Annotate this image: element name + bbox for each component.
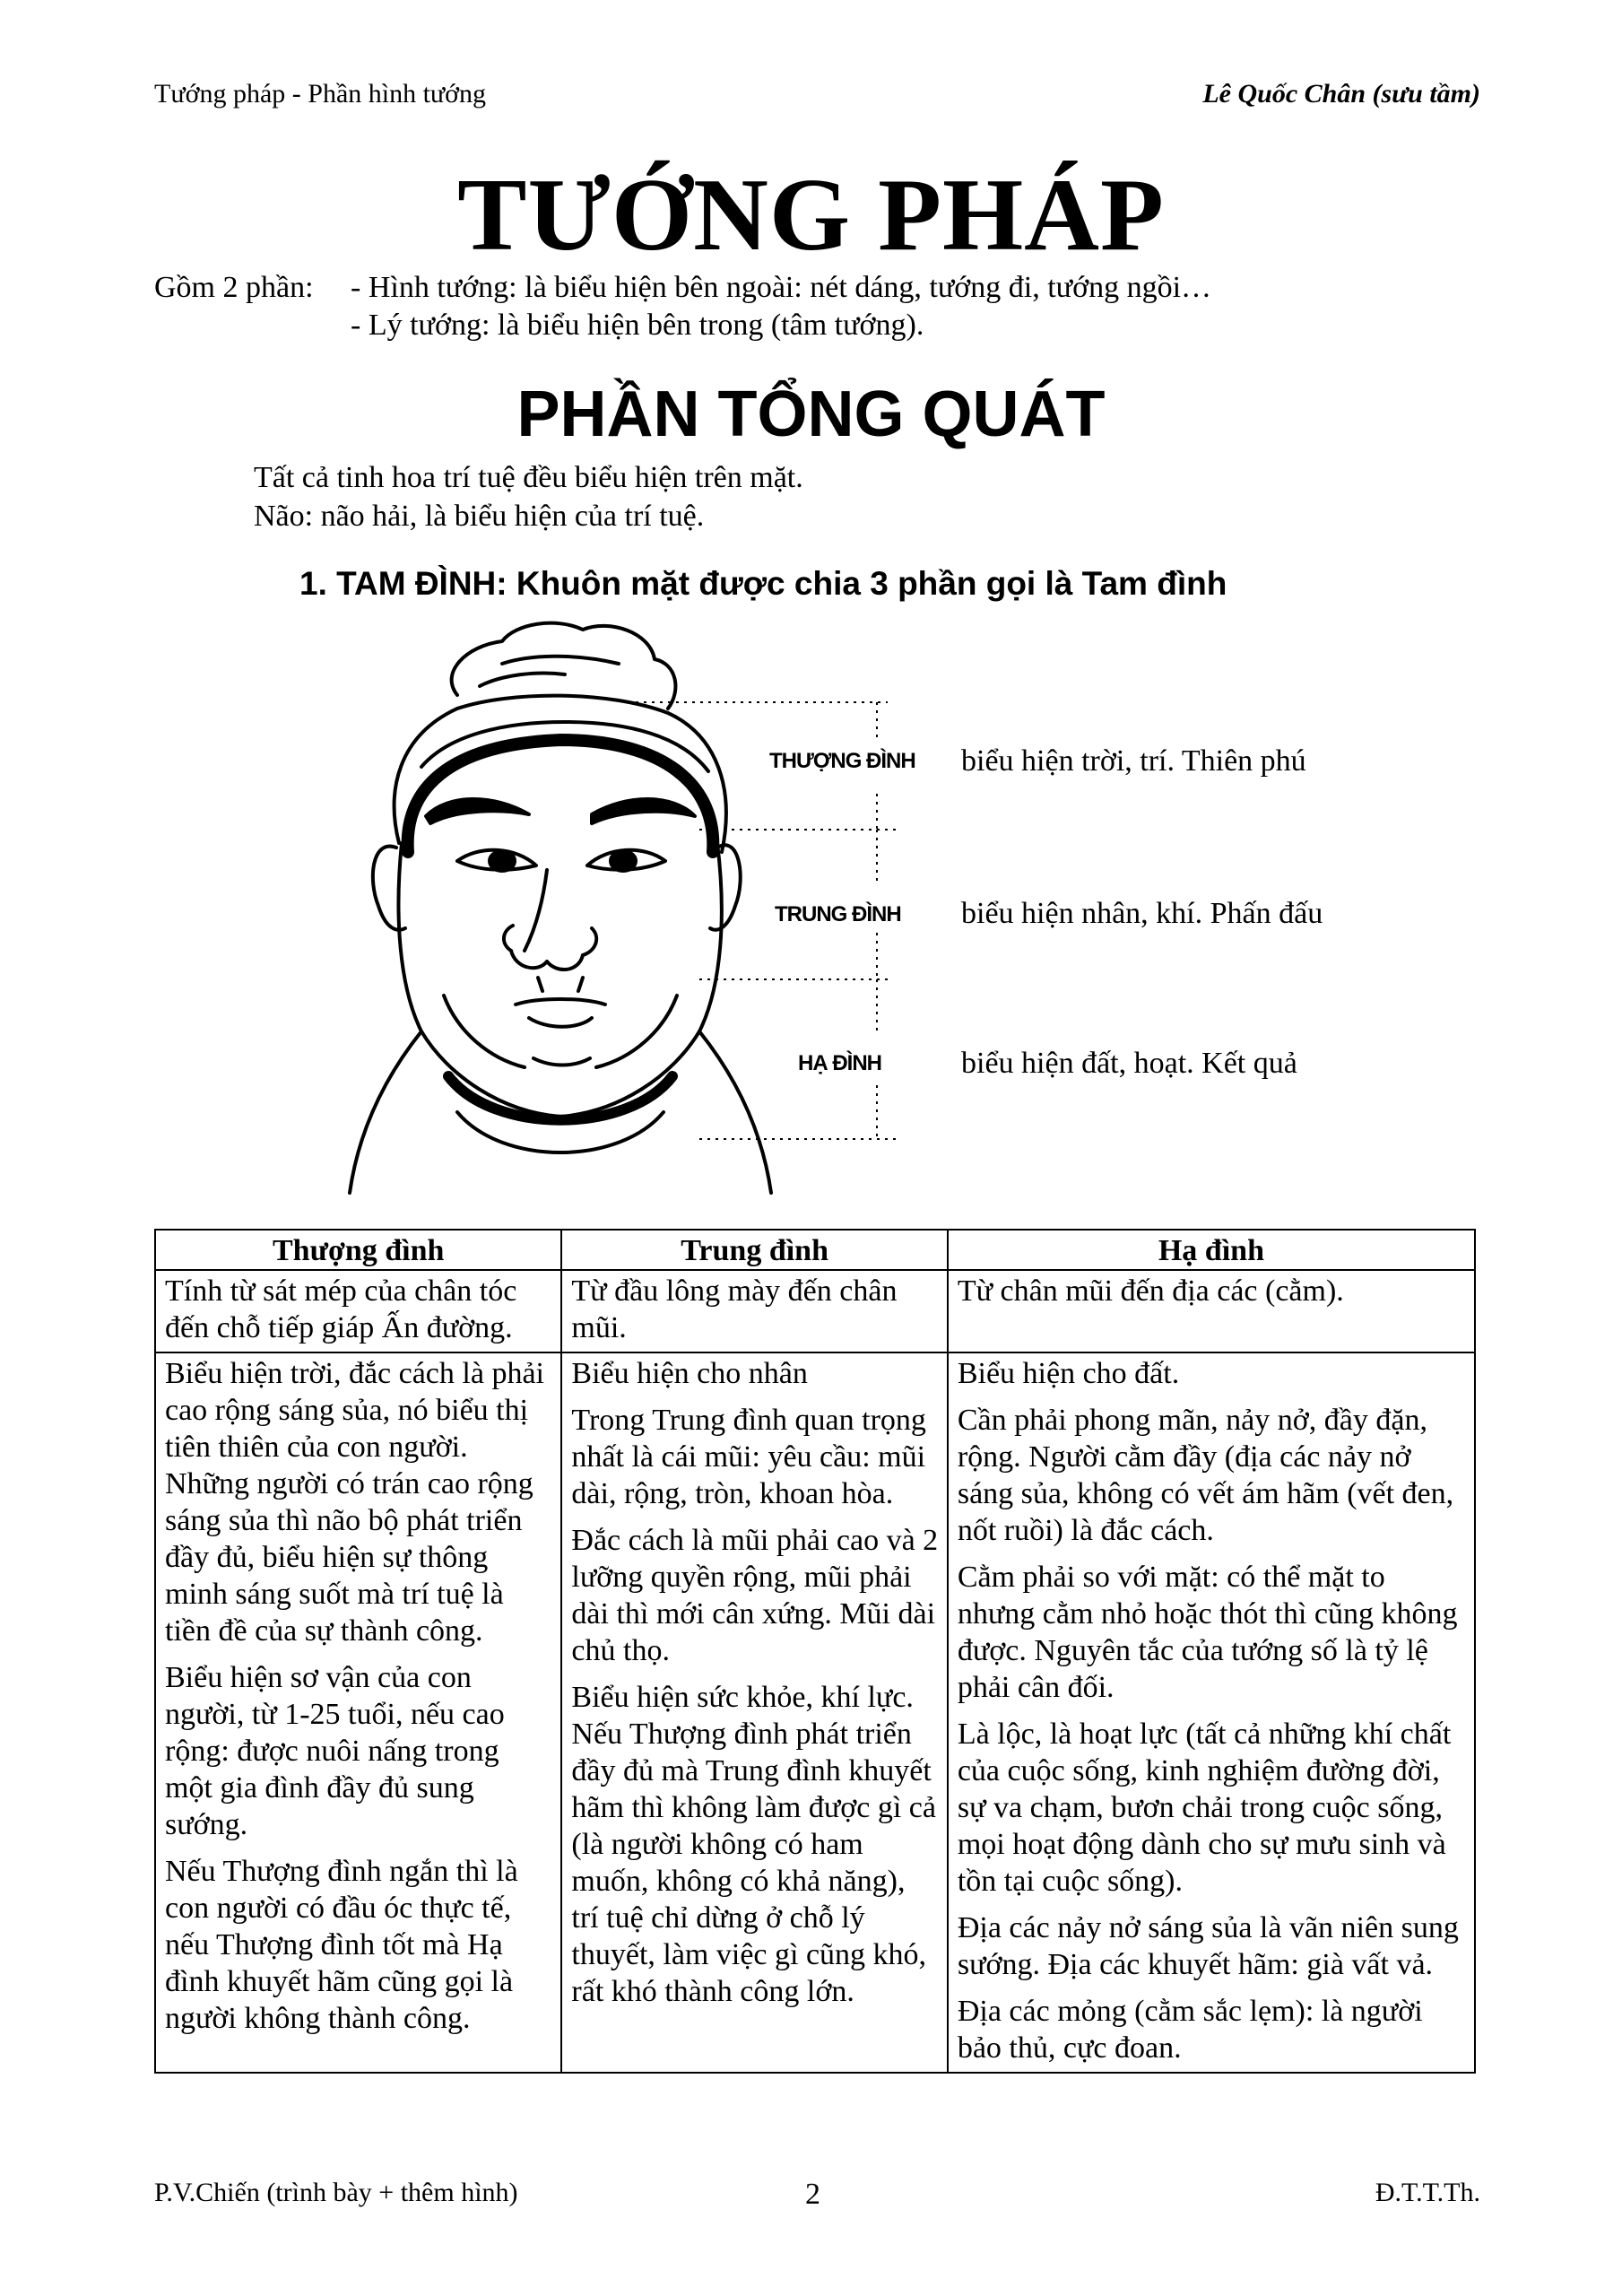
desc-thuong-dinh: biểu hiện trời, trí. Thiên phú [961, 744, 1306, 778]
table-cell: Tính từ sát mép của chân tóc đến chỗ tiếp giáp Ấn đường. [155, 1270, 561, 1352]
cell-paragraph: Địa các mỏng (cằm sắc lẹm): là người bảo thủ, cực đoan. [957, 1995, 1423, 2065]
label-thuong-dinh: THƯỢNG ĐÌNH [769, 749, 915, 773]
heading-tam-dinh: 1. TAM ĐÌNH: Khuôn mặt được chia 3 phần gọi là Tam đình [299, 565, 1227, 602]
table-header: Thượng đình [155, 1230, 561, 1270]
table-header: Hạ đình [948, 1230, 1475, 1270]
label-ha-dinh: HẠ ĐÌNH [798, 1051, 881, 1075]
tam-dinh-table [154, 1229, 1476, 2074]
cell-paragraph: Biểu hiện trời, đắc cách là phải cao rộng sáng sủa, nó biểu thị tiên thiên của con người. Những người có trán cao rộng sáng sủa thì não bộ phát triển đầy đủ, biểu hiện sự thông minh sáng suốt mà trí tuệ là tiền đề của sự thành công. [165, 1357, 544, 1648]
desc-ha-dinh: biểu hiện đất, hoạt. Kết quả [961, 1047, 1297, 1080]
label-trung-dinh: TRUNG ĐÌNH [775, 902, 901, 926]
cell-paragraph: Cằm phải so với mặt: có thể mặt to nhưng cằm nhỏ hoặc thót thì cũng không được. Nguyên tắc của tướng số là tỷ lệ phải cân đối. [957, 1561, 1458, 1704]
cell-paragraph: Trong Trung đình quan trọng nhất là cái mũi: yêu cầu: mũi dài, rộng, tròn, khoan hòa. [571, 1404, 926, 1510]
table-header: Trung đình [561, 1230, 947, 1270]
paragraph: Tất cả tinh hoa trí tuệ đều biểu hiện trên mặt. [254, 461, 803, 494]
page-title: TƯỚNG PHÁP [457, 158, 1165, 273]
table-header-row [155, 1230, 1475, 1270]
table-cell [155, 1352, 561, 2073]
intro-line: - Hình tướng: là biểu hiện bên ngoài: nét dáng, tướng đi, tướng ngồi… [351, 271, 1212, 304]
cell-paragraph: Là lộc, là hoạt lực (tất cả những khí chất của cuộc sống, kinh nghiệm đường đời, sự va chạm, bươn chải trong cuộc sống, mọi hoạt động dành cho sự mưu sinh và tồn tại cuộc sống). [957, 1718, 1452, 1898]
table-cell [561, 1352, 947, 2073]
table-row [155, 1352, 1475, 2073]
table-cell [948, 1352, 1475, 2073]
footer-right: Đ.T.T.Th. [1375, 2178, 1480, 2207]
cell-paragraph: Cần phải phong mãn, nảy nở, đầy đặn, rộng. Người cằm đầy (địa các nảy nở sáng sủa, không có vết ám hãm (vết đen, nốt ruồi) là đắc cách. [957, 1404, 1454, 1547]
table-cell: Từ đầu lông mày đến chân mũi. [561, 1270, 947, 1352]
cell-paragraph: Biểu hiện sơ vận của con người, từ 1-25 tuổi, nếu cao rộng: được nuôi nấng trong một gia đình đầy đủ sung sướng. [165, 1661, 505, 1841]
intro-line: - Lý tướng: là biểu hiện bên trong (tâm tướng). [351, 309, 924, 342]
cell-paragraph: Biểu hiện cho nhân [571, 1357, 808, 1390]
cell-paragraph: Biểu hiện cho đất. [957, 1357, 1180, 1390]
cell-paragraph: Nếu Thượng đình ngắn thì là con người có đầu óc thực tế, nếu Thượng đình tốt mà Hạ đình khuyết hãm cũng gọi là người không thành công. [165, 1855, 518, 2035]
paragraph: Não: não hải, là biểu hiện của trí tuệ. [254, 500, 705, 533]
cell-paragraph: Đắc cách là mũi phải cao và 2 lưỡng quyền rộng, mũi phải dài thì mới cân xứng. Mũi dài chủ thọ. [571, 1524, 939, 1667]
table-row [155, 1270, 1475, 1352]
header-left: Tướng pháp - Phần hình tướng [154, 79, 487, 109]
footer-left: P.V.Chiến (trình bày + thêm hình) [154, 2178, 518, 2207]
desc-trung-dinh: biểu hiện nhân, khí. Phấn đấu [961, 897, 1323, 930]
page-number: 2 [805, 2178, 820, 2211]
header-right: Lê Quốc Chân (sưu tầm) [1202, 79, 1480, 109]
cell-paragraph: Địa các nảy nở sáng sủa là vãn niên sung sướng. Địa các khuyết hãm: già vất vả. [957, 1911, 1459, 1981]
cell-paragraph: Biểu hiện sức khỏe, khí lực. Nếu Thượng đình phát triển đầy đủ mà Trung đình khuyết hãm thì không làm được gì cả (là người không có ham muốn, không có khả năng), trí tuệ chỉ dừng ở chỗ lý thuyết, làm việc gì cũng khó, rất khó thành công lớn. [571, 1681, 936, 2008]
section-title: PHẦN TỔNG QUÁT [516, 378, 1106, 450]
intro-label: Gồm 2 phần: [154, 271, 314, 304]
table-cell: Từ chân mũi đến địa các (cằm). [948, 1270, 1475, 1352]
